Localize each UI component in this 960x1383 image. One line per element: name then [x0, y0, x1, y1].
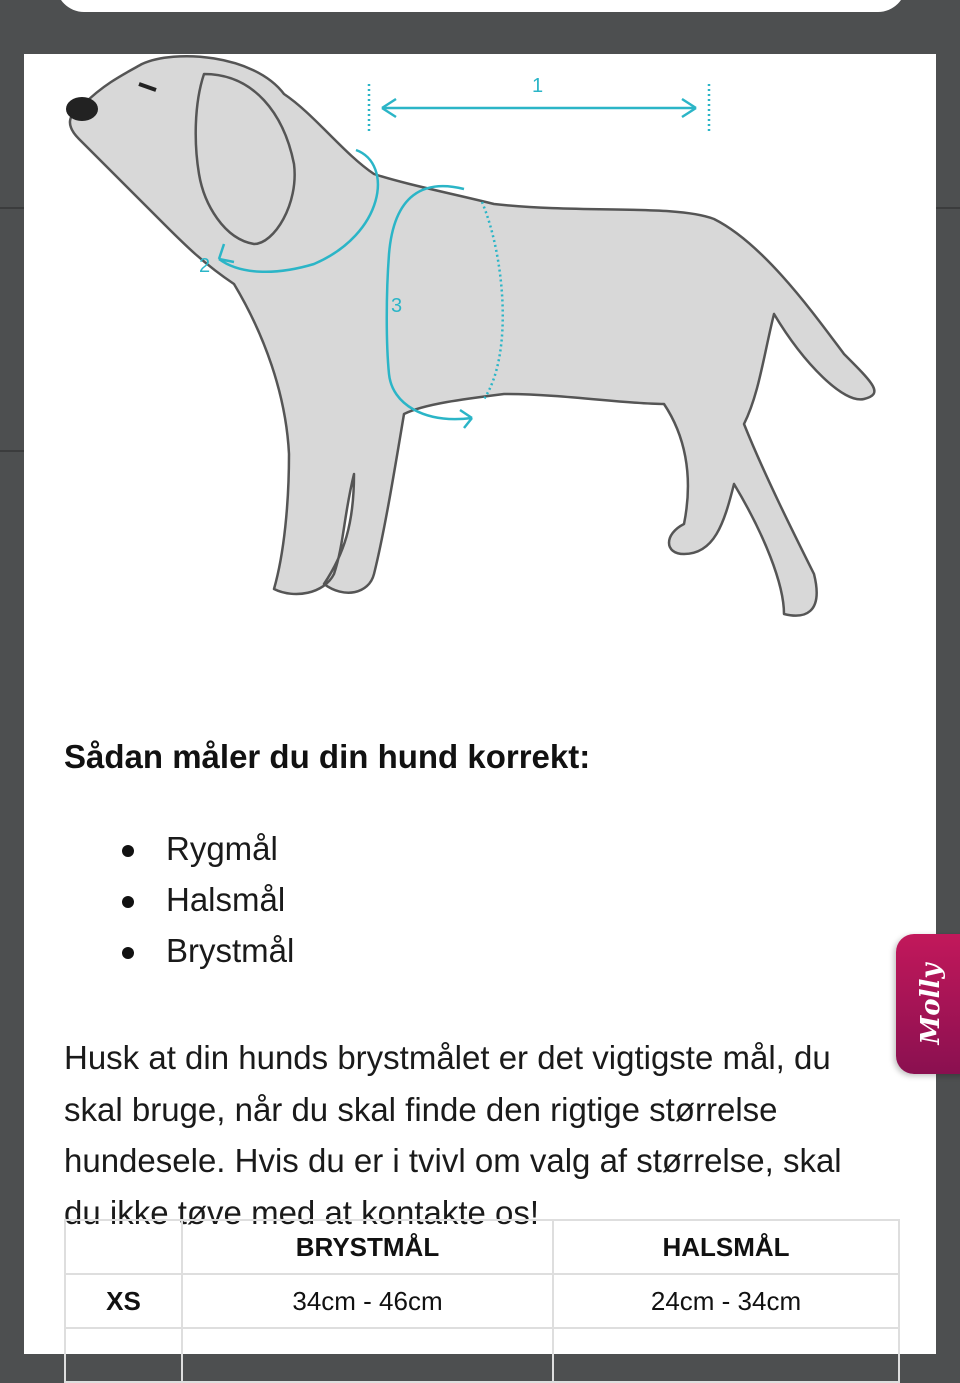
measure-guide-heading: Sådan måler du din hund korrekt:	[64, 738, 591, 775]
cell-chest: 34cm - 46cm	[182, 1274, 553, 1328]
chat-widget-button[interactable]	[896, 934, 960, 1074]
table-header-row	[65, 1220, 899, 1274]
table-row	[65, 1274, 899, 1328]
top-card-edge	[56, 0, 906, 12]
measure-label-3: 3	[391, 295, 403, 317]
list-item-back: Rygmål	[64, 827, 294, 878]
size-guide-modal	[24, 54, 936, 1354]
measure-label-1: 1	[532, 75, 544, 97]
dog-silhouette	[70, 56, 874, 615]
chat-widget-label: Molly	[916, 963, 946, 1045]
dog-nose	[66, 97, 98, 121]
dog-measurement-diagram	[24, 54, 936, 714]
table-row-partial	[65, 1328, 899, 1382]
backdrop-divider	[0, 450, 24, 452]
backdrop-divider	[0, 207, 24, 209]
backdrop-divider	[936, 207, 960, 209]
guide-paragraph: Husk at din hunds brystmålet er det vigtigste mål, du skal bruge, når du skal finde den rigtige størrelse hundesele. Hvis du er i tvivl om valg af størrelse, skal du ikke tøve med at kontakte os!	[64, 1039, 842, 1231]
list-item-chest: Brystmål	[64, 929, 294, 980]
list-item-neck: Halsmål	[64, 878, 294, 929]
measure-label-2: 2	[199, 255, 211, 277]
header-size	[65, 1220, 182, 1274]
size-table	[64, 1219, 900, 1383]
cell-neck: 24cm - 34cm	[553, 1274, 899, 1328]
header-neck: HALSMÅL	[553, 1220, 899, 1274]
measurement-list	[64, 827, 294, 980]
header-chest: BRYSTMÅL	[182, 1220, 553, 1274]
cell-size: XS	[65, 1274, 182, 1328]
